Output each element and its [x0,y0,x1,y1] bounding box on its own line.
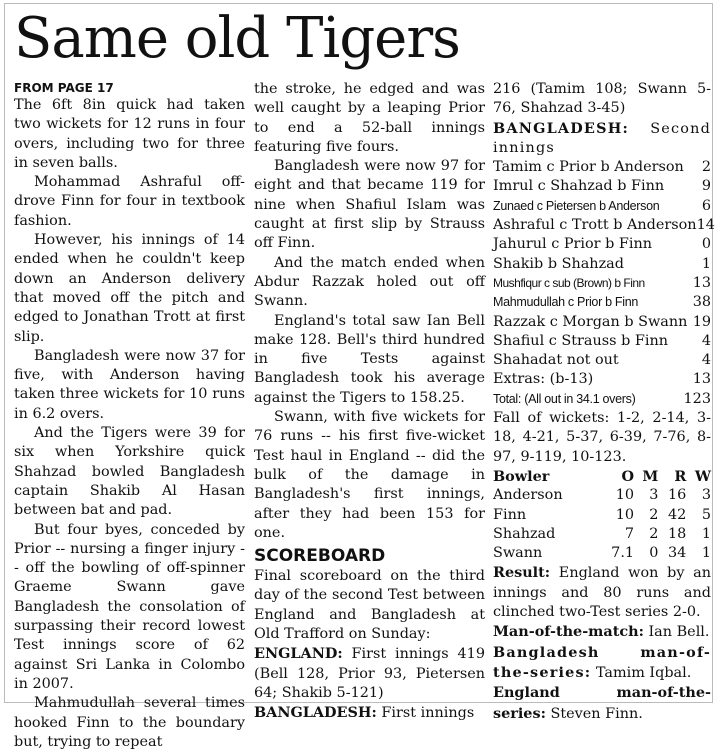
runs: 1 [701,255,711,272]
paragraph: Bangladesh were now 97 for eight and that became 119 for nine when Shafiul Islam was caught at first slip by Strauss off Finn. [254,158,485,252]
bowling-cell: 0 [649,545,659,562]
bowling-row [493,544,711,563]
england-man-of-series [493,683,711,724]
paragraph: And the Tigers were 39 for six when Yorkshire quick Shahzad bowled Bangladesh captain Shakib Al Hasan between bat and pad. [14,425,245,519]
bowling-cell: 10 [615,487,635,504]
runs: 4 [701,352,711,369]
batting-row [493,313,711,332]
scoreboard-heading: SCOREBOARD [254,546,386,567]
paragraph: Bangladesh were now 37 for five, with Anderson having taken three wickets for 10 runs in 6.2 overs. [14,347,245,422]
runs: 123 [683,390,711,407]
bowling-cell: 34 [667,545,687,562]
england-text: First innings 419 (Bell 128, Prior 93, Pietersen 64; Shakib 5-121) [254,646,485,701]
batting-row [493,216,715,235]
batsman: Zunaed c Pietersen b Anderson [493,198,660,213]
batsman: Tamim c Prior b Anderson [493,159,684,176]
motm-label: Man-of-the-match: [493,623,644,641]
bowling-cell: Anderson [493,487,563,504]
bangladesh-text: Second innings [493,120,711,156]
bowling-cell: 2 [649,525,659,542]
batsman: Mushfiqur c sub (Brown) b Finn [493,275,645,290]
bowling-header-cell: Bowler [493,467,550,485]
batting-row [493,158,711,177]
total-row [493,390,711,409]
batsman: Jahurul c Prior b Finn [493,236,653,253]
paragraph: Mahmudullah several times hooked Finn to the boundary but, trying to repeat [14,695,245,750]
bowling-cell: Swann [493,545,543,562]
runs: 9 [701,178,711,195]
bangladesh-first-innings [254,703,485,723]
batsman: Shahadat not out [493,352,619,369]
batsman: Shakib b Shahzad [493,255,624,272]
bangladesh-label: BANGLADESH: [254,704,377,722]
bowling-cell: 10 [615,506,635,523]
bowling-cell: 1 [701,545,711,562]
bowling-cell: Finn [493,506,527,523]
bangladesh-second-innings [493,119,711,159]
runs: 19 [692,313,711,330]
bowling-header-cell: O [621,467,635,485]
scoreboard-intro: Final scoreboard on the third day of the second Test between England and Bangladesh at Old Trafford on Sunday: [254,568,485,643]
bowling-cell: Shahzad [493,525,556,542]
kicker: FROM PAGE 17 [14,81,114,95]
england-innings [254,644,485,703]
bd-mots-text: Tamim Iqbal. [591,664,692,681]
batting-row [493,332,711,351]
extras-label: Extras: (b-13) [493,371,594,388]
batsman: Mahmudullah c Prior b Finn [493,295,639,310]
batting-row [493,235,711,254]
paragraph: England's total saw Ian Bell make 128. Bell's third hundred in five Tests against Bangladesh took his average against the Tigers to 158.25. [254,312,485,406]
match-result [493,563,711,622]
motm-text: Ian Bell. [643,624,710,641]
batting-row [493,197,711,216]
bowling-table [493,467,711,563]
batsman: Imrul c Shahzad b Finn [493,178,665,195]
bowling-cell: 3 [649,487,659,504]
total-label: Total: (All out in 34.1 overs) [493,391,636,406]
bowling-row [493,525,711,544]
batting-card [493,158,715,409]
man-of-the-match [493,622,711,642]
paragraph: However, his innings of 14 ended when he couldn't keep down an Anderson delivery that moved off the pitch and edged to Jonathan Trott at first slip. [14,232,245,345]
batsman: Shafiul c Strauss b Finn [493,332,669,349]
runs: 13 [692,274,711,291]
bangladesh-first-innings-cont: 216 (Tamim 108; Swann 5-76, Shahzad 3-45) [493,81,711,117]
paragraph: Swann, with five wickets for 76 runs -- his first five-wicket Test haul in England -- did the bulk of the damage in Bangladesh's first innings, after they had been 153 for one. [254,409,485,541]
bowling-header-cell: M [642,467,659,485]
result-label: Result: [493,564,551,582]
batting-row [493,255,711,274]
paragraph: But four byes, conceded by Prior -- nursing a finger injury -- off the bowling of off-spinner Graeme Swann gave Bangladesh the consolation of surpassing their record lowest Test innings score of 62 against Sri Lanka in Colombo in 2007. [14,521,245,692]
paragraph: And the match ended when Abdur Razzak holed out off Swann. [254,254,485,310]
runs: 13 [692,371,711,388]
bowling-row [493,506,711,525]
bowling-cell: 2 [649,506,659,523]
runs: 4 [701,332,711,349]
article-column-2 [254,80,485,724]
bowling-cell: 7.1 [611,545,635,562]
bowling-cell: 7 [624,525,635,542]
headline: Same old Tigers [14,6,460,71]
bangladesh-man-of-series [493,643,711,684]
eng-mots-label: England man-of-the-series: [493,684,711,722]
article-column-1 [14,80,245,752]
batting-row [493,293,711,312]
england-label: ENGLAND: [254,645,343,663]
paragraph: The 6ft 8in quick had taken two wickets for 12 runs in four overs, including two for three in seven balls. [14,97,245,171]
runs: 2 [701,159,711,176]
batting-row [493,177,711,196]
batsman: Razzak c Morgan b Swann [493,313,688,330]
bowling-cell: 3 [701,487,711,504]
bowling-header-row [493,467,711,486]
bd-mots-label: Bangladesh man-of-the-series: [493,643,711,681]
runs: 14 [696,217,715,234]
batting-row [493,351,711,370]
article-column-3 [493,80,715,724]
fall-of-wickets: Fall of wickets: 1-2, 2-14, 3-18, 4-21, 5-37, 6-39, 7-76, 8-97, 9-119, 10-123. [493,410,711,465]
runs: 0 [701,236,711,253]
result-text: England won by an innings and 80 runs and clinched two-Test series 2-0. [493,565,711,621]
bowling-cell: 18 [667,525,687,542]
paragraph: the stroke, he edged and was well caught by a leaping Prior to end a 52-ball innings featuring five fours. [254,81,485,155]
bowling-cell: 42 [667,506,687,523]
bangladesh-text: First innings [376,705,475,722]
batsman: Ashraful c Trott b Anderson [493,217,697,234]
bowling-header-cell: W [694,467,711,485]
bowling-cell: 16 [667,487,687,504]
extras-row [493,370,711,389]
runs: 38 [692,294,711,311]
bowling-cell: 5 [701,506,711,523]
bowling-header-cell: R [674,467,687,485]
bowling-cell: 1 [701,525,711,542]
bangladesh-label: BANGLADESH: [493,119,630,137]
paragraph: Mohammad Ashraful off-drove Finn for four in textbook fashion. [14,174,245,229]
eng-mots-text: Steven Finn. [545,705,643,722]
batting-row [493,274,711,293]
bowling-row [493,486,711,505]
runs: 6 [701,197,711,214]
